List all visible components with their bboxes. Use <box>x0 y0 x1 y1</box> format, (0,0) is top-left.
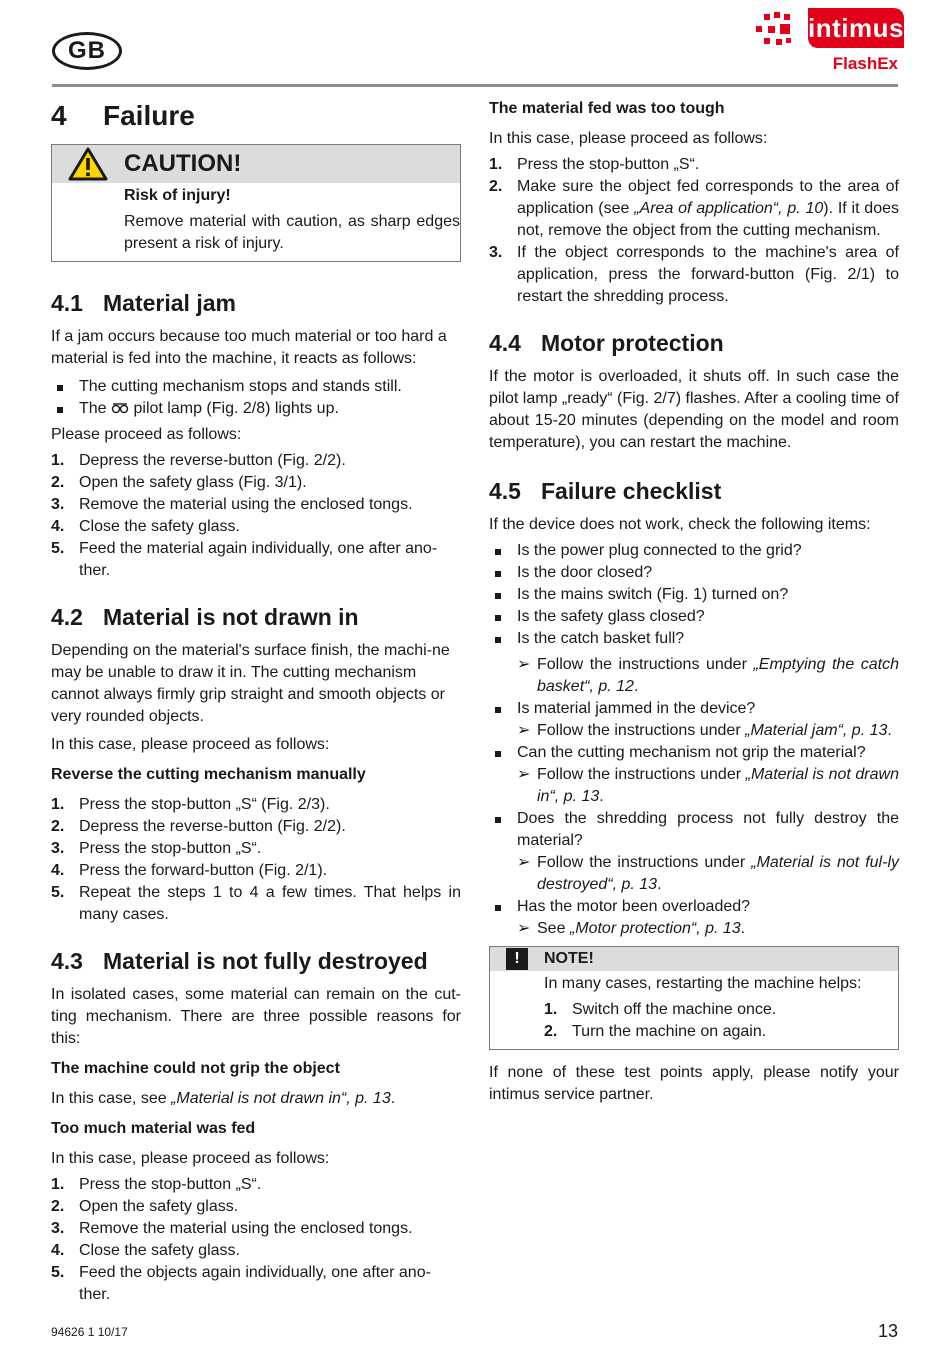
list-item: 3. If the object corresponds to the machine's area of application, press the forward-button (Fig. 2/1) to restart the shredding process. <box>489 244 899 305</box>
cross-reference-link[interactable]: „Material is not ful-ly destroyed“, p. 13 <box>537 854 899 893</box>
caution-box <box>51 144 461 262</box>
paragraph: Please proceed as follows: <box>51 426 242 443</box>
checklist <box>489 808 899 852</box>
list-item: 1. Depress the reverse-button (Fig. 2/2). <box>51 452 346 469</box>
numbered-list <box>51 794 461 926</box>
checklist-action: ➢ Follow the instructions under „Material is not drawn in“, p. 13. <box>489 764 899 808</box>
note-body <box>490 971 898 1049</box>
document-code: 94626 1 10/17 <box>51 1325 128 1339</box>
logo-dots-icon <box>754 12 796 52</box>
paragraph: In isolated cases, some material can remain on the cut-ting mechanism. There are three possible reasons for this: <box>51 986 461 1047</box>
caution-title: CAUTION! <box>124 150 242 177</box>
list-item: 1. Switch off the machine once. <box>544 1001 777 1018</box>
checklist-action: ➢ Follow the instructions under „Emptying the catch basket“, p. 12. <box>489 654 899 698</box>
arrow-icon: ➢ <box>517 920 531 937</box>
checklist-action: ➢ Follow the instructions under „Material is not ful-ly destroyed“, p. 13. <box>489 852 899 896</box>
cross-reference-link[interactable]: „Material is not drawn in“, p. 13 <box>537 766 899 805</box>
note-title: NOTE! <box>544 950 594 967</box>
list-item: 2. Open the safety glass. <box>51 1198 239 1215</box>
list-item: 3. Press the stop-button „S“. <box>51 840 262 857</box>
section-4-4-heading: 4.4 Motor protection <box>489 330 724 356</box>
right-column <box>489 96 899 1112</box>
cross-reference-link[interactable]: „Emptying the catch basket“, p. 12 <box>537 656 899 695</box>
list-item: 3. Remove the material using the enclosed tongs. <box>51 1220 413 1237</box>
numbered-list <box>544 999 898 1043</box>
section-4-heading: 4 Failure <box>51 100 195 131</box>
paragraph: In this case, please proceed as follows: <box>51 736 330 753</box>
numbered-list <box>51 450 461 582</box>
paragraph: If a jam occurs because too much material or too hard a material is fed into the machine, it reacts as follows: <box>51 328 447 367</box>
note-intro: In many cases, restarting the machine helps: <box>544 975 862 992</box>
list-item: 2. Turn the machine on again. <box>544 1023 767 1040</box>
checklist-action: ➢ See „Motor protection“, p. 13. <box>489 918 899 940</box>
paragraph: If the device does not work, check the following items: <box>489 516 871 533</box>
subheading: The material fed was too tough <box>489 100 725 117</box>
checklist-item: Is the power plug connected to the grid? <box>489 540 899 562</box>
warning-triangle-icon <box>52 145 124 183</box>
list-item: 4. Close the safety glass. <box>51 518 240 535</box>
checklist <box>489 742 899 764</box>
arrow-icon: ➢ <box>517 854 531 871</box>
list-item: 3. Remove the material using the enclosed tongs. <box>51 496 413 513</box>
checklist <box>489 896 899 918</box>
cross-reference-link[interactable]: „Area of application“, p. 10 <box>634 200 824 217</box>
logo-wordmark: intimus <box>808 8 904 48</box>
paragraph: Depending on the material's surface finish, the machi-ne may be unable to draw it in. The cutting mechanism cannot always firmly grip straight and smooth objects or very rounded objects. <box>51 642 450 725</box>
checklist-item: Is the catch basket full? <box>489 628 899 650</box>
arrow-icon: ➢ <box>517 766 531 783</box>
checklist <box>489 540 899 650</box>
numbered-list <box>51 1174 461 1306</box>
checklist-item: Is the door closed? <box>489 562 899 584</box>
checklist-item: Does the shredding process not fully destroy the material? <box>489 808 899 852</box>
subheading: Too much material was fed <box>51 1120 256 1137</box>
checklist-action: ➢ Follow the instructions under „Material jam“, p. 13. <box>489 720 899 742</box>
cross-reference-link[interactable]: „Material jam“, p. 13 <box>745 722 888 739</box>
page-number: 13 <box>877 1321 898 1341</box>
caution-header <box>52 145 460 183</box>
checklist <box>489 698 899 720</box>
cross-reference-link[interactable]: „Material is not drawn in“, p. 13 <box>171 1090 391 1107</box>
list-item: The cutting mechanism stops and stands still. <box>51 376 461 398</box>
jam-lamp-icon <box>111 402 129 414</box>
section-4-2-heading: 4.2 Material is not drawn in <box>51 604 359 630</box>
closing-paragraph: If none of these test points apply, please notify your intimus service partner. <box>489 1064 899 1103</box>
list-item: 5. Feed the objects again individually, one after ano-ther. <box>51 1264 431 1303</box>
checklist-item: Is material jammed in the device? <box>489 698 899 720</box>
list-item: 4. Close the safety glass. <box>51 1242 240 1259</box>
header-rule <box>52 84 898 87</box>
checklist-item: Is the mains switch (Fig. 1) turned on? <box>489 584 899 606</box>
caution-text: Remove material with caution, as sharp edges present a risk of injury. <box>124 213 460 252</box>
list-item: 2. Make sure the object fed corresponds to the area of application (see „Area of application“, p. 10). If it does not, remove the object from the cutting mechanism. <box>489 178 899 239</box>
list-item: 2. Depress the reverse-button (Fig. 2/2). <box>51 818 346 835</box>
intimus-logo <box>754 8 904 48</box>
exclamation-icon: ! <box>506 948 528 970</box>
list-item: 5. Feed the material again individually, one after ano-ther. <box>51 540 438 579</box>
note-box <box>489 946 899 1050</box>
language-badge: GB <box>52 32 122 70</box>
product-name: FlashEx <box>832 54 898 73</box>
numbered-list <box>489 154 899 308</box>
paragraph: In this case, please proceed as follows: <box>51 1150 330 1167</box>
checklist-item: Is the safety glass closed? <box>489 606 899 628</box>
list-item: 5. Repeat the steps 1 to 4 a few times. That helps in many cases. <box>51 884 461 923</box>
caution-subtitle: Risk of injury! <box>124 187 231 204</box>
caution-body <box>52 183 460 261</box>
section-4-1-heading: 4.1 Material jam <box>51 290 236 316</box>
bullet-list <box>51 376 461 420</box>
section-4-3-heading: 4.3 Material is not fully destroyed <box>51 948 428 974</box>
arrow-icon: ➢ <box>517 656 531 673</box>
list-item: 1. Press the stop-button „S“ (Fig. 2/3). <box>51 796 330 813</box>
section-4-5-heading: 4.5 Failure checklist <box>489 478 722 504</box>
checklist-item: Can the cutting mechanism not grip the material? <box>489 742 899 764</box>
cross-reference-link[interactable]: „Motor protection“, p. 13 <box>569 920 741 937</box>
list-item: 1. Press the stop-button „S“. <box>489 156 700 173</box>
paragraph: In this case, please proceed as follows: <box>489 130 768 147</box>
checklist-item: Has the motor been overloaded? <box>489 896 899 918</box>
subheading: The machine could not grip the object <box>51 1060 340 1077</box>
list-item: The pilot lamp (Fig. 2/8) lights up. <box>51 398 461 420</box>
list-item: 2. Open the safety glass (Fig. 3/1). <box>51 474 307 491</box>
left-column <box>51 96 461 1310</box>
paragraph: If the motor is overloaded, it shuts off. In such case the pilot lamp „ready“ (Fig. 2/7) flashes. After a cooling time of about 15-20 minutes (depending on the model and room temperature), you can restart the machine. <box>489 368 899 451</box>
list-item: 4. Press the forward-button (Fig. 2/1). <box>51 862 328 879</box>
list-item: 1. Press the stop-button „S“. <box>51 1176 262 1193</box>
subheading: Reverse the cutting mechanism manually <box>51 766 366 783</box>
note-header <box>490 947 898 971</box>
paragraph: In this case, see „Material is not drawn in“, p. 13. <box>51 1090 396 1107</box>
arrow-icon: ➢ <box>517 722 531 739</box>
